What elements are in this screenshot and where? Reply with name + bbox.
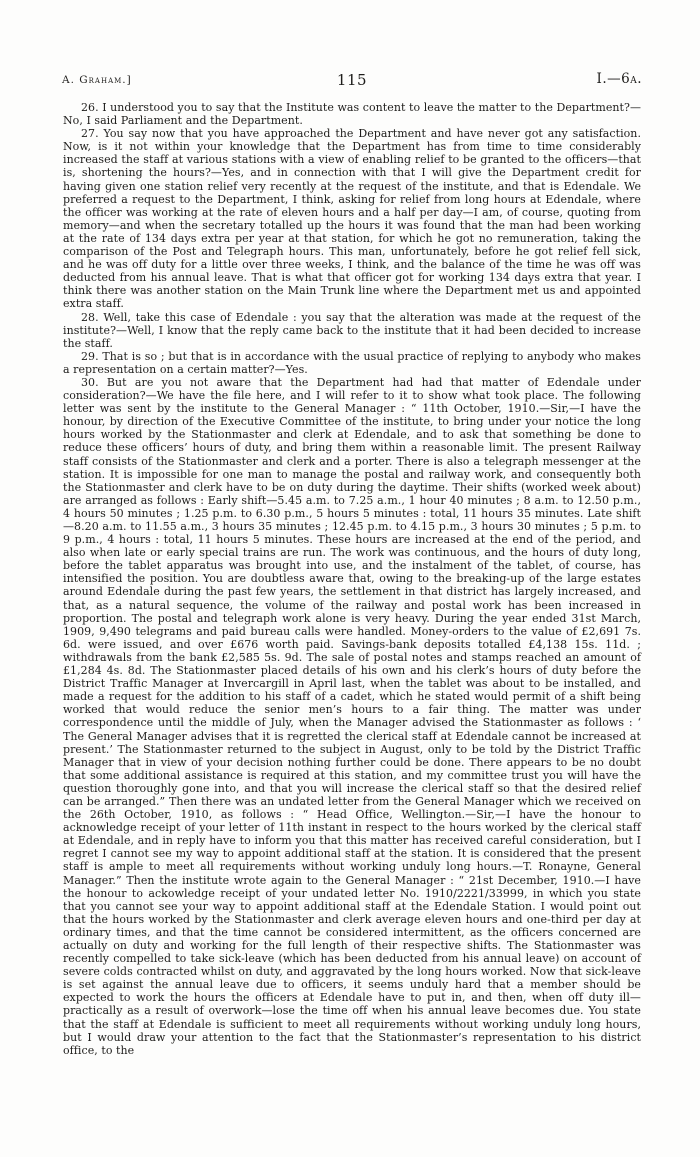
paragraph-28: 28. Well, take this case of Edendale : you say that the alteration was made at the request of the institute?—Well, I know that the reply came back to the institute that it had been decided to increase the staff.	[63, 310, 641, 350]
witness-name: A. Graham.]	[62, 74, 132, 86]
paragraph-26: 26. I understood you to say that the Institute was content to leave the matter to the Department?—No, I said Parliament and the Department.	[63, 101, 641, 128]
document-body	[63, 101, 641, 1057]
paragraph-29: 29. That is so ; but that is in accordance with the usual practice of replying to anybody who makes a representation on a certain matter?—Yes.	[63, 349, 641, 376]
paragraph-27: 27. You say now that you have approached the Department and have never got any satisfaction. Now, is it not within your knowledge that the Department has from time to time considerably increased the staff at various stations with a view of enabling relief to be granted to the officers—that is, shortening the hours?—Yes, and in connection with that I will give the Department credit for having given one station relief very recently at the request of the institute, and that is Edendale. We preferred a request to the Department, I think, asking for relief from long hours at Edendale, where the officer was working at the rate of eleven hours and a half per day—I am, of course, quoting from memory—and when the secretary totalled up the hours it was found that the man had been working at the rate of 134 days extra per year at that station, for which he got no remuneration, taking the comparison of the Post and Telegraph hours. This man, unfortunately, before he got relief fell sick, and he was off duty for a little over three weeks, I think, and the balance of the time he was off was deducted from his annual leave. That is what that officer got for working 134 days extra that year. I think there was another station on the Main Trunk line where the Department met us and appointed extra staff.	[63, 127, 641, 311]
paper-reference: I.—6a.	[596, 71, 642, 87]
paragraph-30: 30. But are you not aware that the Department had had that matter of Edendale under consideration?—We have the file here, and I will refer to it to show what took place. The following letter was sent by the institute to the General Manager : “ 11th October, 1910.—Sir,—I have the honour, by direction of the Executive Committee of the institute, to bring under your notice the long hours worked by the Stationmaster and clerk at Edendale, and to ask that something be done to reduce these officers’ hours of duty, and bring them within a reasonable limit. The present Railway staff consists of the Stationmaster and clerk and a porter. There is also a telegraph messenger at the station. It is impossible for one man to manage the postal and railway work, and consequently both the Stationmaster and clerk have to be on duty during the daytime. Their shifts (worked week about) are arranged as follows : Early shift—5.45 a.m. to 7.25 a.m., 1 hour 40 minutes ; 8 a.m. to 12.50 p.m., 4 hours 50 minutes ; 1.25 p.m. to 6.30 p.m., 5 hours 5 minutes : total, 11 hours 35 minutes. Late shift—8.20 a.m. to 11.55 a.m., 3 hours 35 minutes ; 12.45 p.m. to 4.15 p.m., 3 hours 30 minutes ; 5 p.m. to 9 p.m., 4 hours : total, 11 hours 5 minutes. These hours are increased at the end of the period, and also when late or early special trains are run. The work was continuous, and the hours of duty long, before the tablet apparatus was brought into use, and the instalment of the tablet, of course, has intensified the position. You are doubtless aware that, owing to the breaking-up of the large estates around Edendale during the past few years, the settlement in that district has largely increased, and that, as a natural sequence, the volume of the railway and postal work has been increased in proportion. The postal and telegraph work alone is very heavy. During the year ended 31st March, 1909, 9,490 telegrams and paid bureau calls were handled. Money-orders to the value of £2,691 7s. 6d. were issued, and over £676 worth paid. Savings-bank deposits totalled £4,138 15s. 11d. ; withdrawals from the bank £2,585 5s. 9d. The sale of postal notes and stamps reached an amount of £1,284 4s. 8d. The Stationmaster placed details of his own and his clerk’s hours of duty before the District Traffic Manager at Invercargill in April last, when the tablet was about to be installed, and made a request for the addition to his staff of a cadet, which he stated would permit of a shift being worked that would reduce the senior men’s hours to a fair thing. The matter was under correspondence until the middle of July, when the Manager advised the Stationmaster as follows : ‘ The General Manager advises that it is regretted the clerical staff at Edendale cannot be increased at present.’ The Stationmaster returned to the subject in August, only to be told by the District Traffic Manager that in view of your decision nothing further could be done. There appears to be no doubt that some additional assistance is required at this station, and my committee trust you will have the question thoroughly gone into, and that you will increase the clerical staff so that the desired relief can be arranged.” Then there was an undated letter from the General Manager which we received on the 26th October, 1910, as follows : “ Head Office, Wellington.—Sir,—I have the honour to acknowledge receipt of your letter of 11th instant in respect to the hours worked by the clerical staff at Edendale, and in reply have to inform you that this matter has received careful consideration, but I regret I cannot see my way to appoint additional staff at the station. It is considered that the present staff is ample to meet all requirements without working unduly long hours.—T. Ronayne, General Manager.” Then the institute wrote again to the General Manager : “ 21st December, 1910.—I have the honour to ackowledge receipt of your undated letter No. 1910/2221/33999, in which you state that you cannot see your way to appoint additional staff at the Edendale Station. I would point out that the hours worked by the Stationmaster and clerk average eleven hours and one-third per day at ordinary times, and that the time cannot be considered intermittent, as the officers concerned are actually on duty and working for the full length of their respective shifts. The Stationmaster was recently compelled to take sick-leave (which has been deducted from his annual leave) on account of severe colds contracted whilst on duty, and aggravated by the long hours worked. Now that sick-leave is set against the annual leave due to officers, it seems unduly hard that a member should be expected to work the hours the officers at Edendale have to put in, and then, when off duty ill—practically as a result of overwork—lose the time off when his annual leave becomes due. You state that the staff at Edendale is sufficient to meet all requirements without working unduly long hours, but I would draw your attention to the fact that the Stationmaster’s representation to his district office, to the	[63, 375, 641, 1057]
page-number: 115	[336, 71, 368, 89]
running-header	[62, 71, 642, 89]
